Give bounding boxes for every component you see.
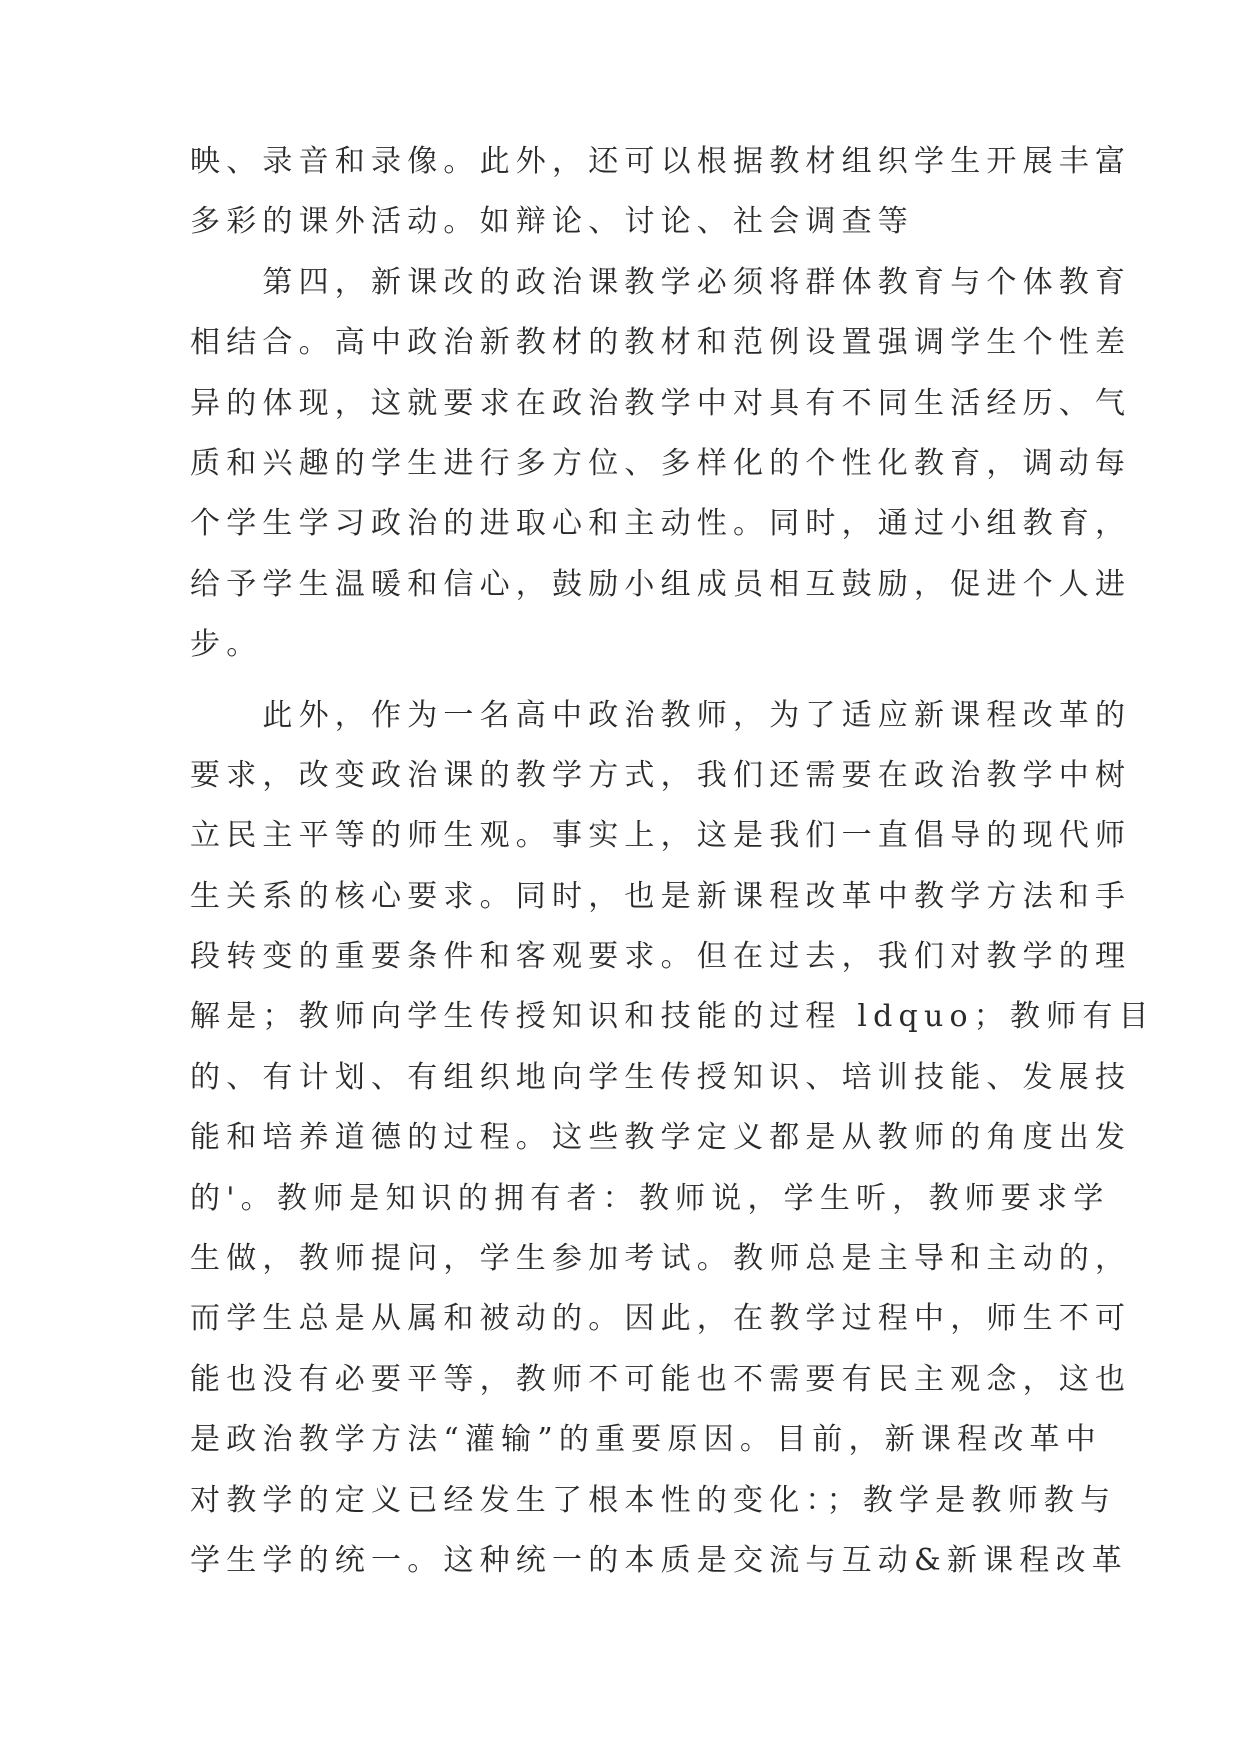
text-line: 而学生总是从属和被动的。因此，在教学过程中，师生不可 <box>190 1301 1132 1337</box>
text-line: 要求，改变政治课的教学方式，我们还需要在政治教学中树 <box>190 757 1132 793</box>
text-line: 第四，新课改的政治课教学必须将群体教育与个体教育 <box>190 264 1132 300</box>
paragraph-2 <box>190 253 1132 676</box>
text-line: 映、录音和录像。此外，还可以根据教材组织学生开展丰富 <box>190 144 1132 179</box>
paragraph-spacer <box>190 676 1056 686</box>
text-line: 的'。教师是知识的拥有者：教师说，学生听，教师要求学 <box>190 1180 1110 1216</box>
text-line: 异的体现，这就要求在政治教学中对具有不同生活经历、气 <box>190 385 1132 421</box>
text-line: 生做，教师提问，学生参加考试。教师总是主导和主动的， <box>190 1241 1132 1277</box>
paragraph-1 <box>190 132 1132 253</box>
text-line: 步。 <box>190 627 263 663</box>
document-body <box>190 132 1155 1591</box>
text-line: 质和兴趣的学生进行多方位、多样化的个性化教育，调动每 <box>190 445 1132 481</box>
text-line: 此外，作为一名高中政治教师，为了适应新课程改革的 <box>190 697 1132 733</box>
text-line: 多彩的课外活动。如辩论、讨论、社会调查等 <box>190 204 914 240</box>
text-line: 是政治教学方法“灌输”的重要原因。目前，新课程改革中 <box>190 1422 1102 1458</box>
paragraph-3 <box>190 686 1155 1592</box>
text-line: 给予学生温暖和信心，鼓励小组成员相互鼓励，促进个人进 <box>190 566 1132 602</box>
text-line: 学生学的统一。这种统一的本质是交流与互动&新课程改革 <box>190 1542 1128 1578</box>
text-line: 的、有计划、有组织地向学生传授知识、培训技能、发展技 <box>190 1059 1132 1095</box>
text-line: 对教学的定义已经发生了根本性的变化：；教学是教师教与 <box>190 1482 1117 1518</box>
text-line: 能也没有必要平等，教师不可能也不需要有民主观念，这也 <box>190 1361 1132 1397</box>
text-line: 个学生学习政治的进取心和主动性。同时，通过小组教育， <box>190 506 1132 542</box>
text-line: 立民主平等的师生观。事实上，这是我们一直倡导的现代师 <box>190 818 1132 854</box>
text-line: 能和培养道德的过程。这些教学定义都是从教师的角度出发 <box>190 1120 1132 1156</box>
text-line: 解是；教师向学生传授知识和技能的过程 ldquo；教师有目 <box>190 999 1155 1035</box>
text-line: 生关系的核心要求。同时，也是新课程改革中教学方法和手 <box>190 878 1132 914</box>
text-line: 相结合。高中政治新教材的教材和范例设置强调学生个性差 <box>190 325 1132 361</box>
text-line: 段转变的重要条件和客观要求。但在过去，我们对教学的理 <box>190 939 1132 975</box>
